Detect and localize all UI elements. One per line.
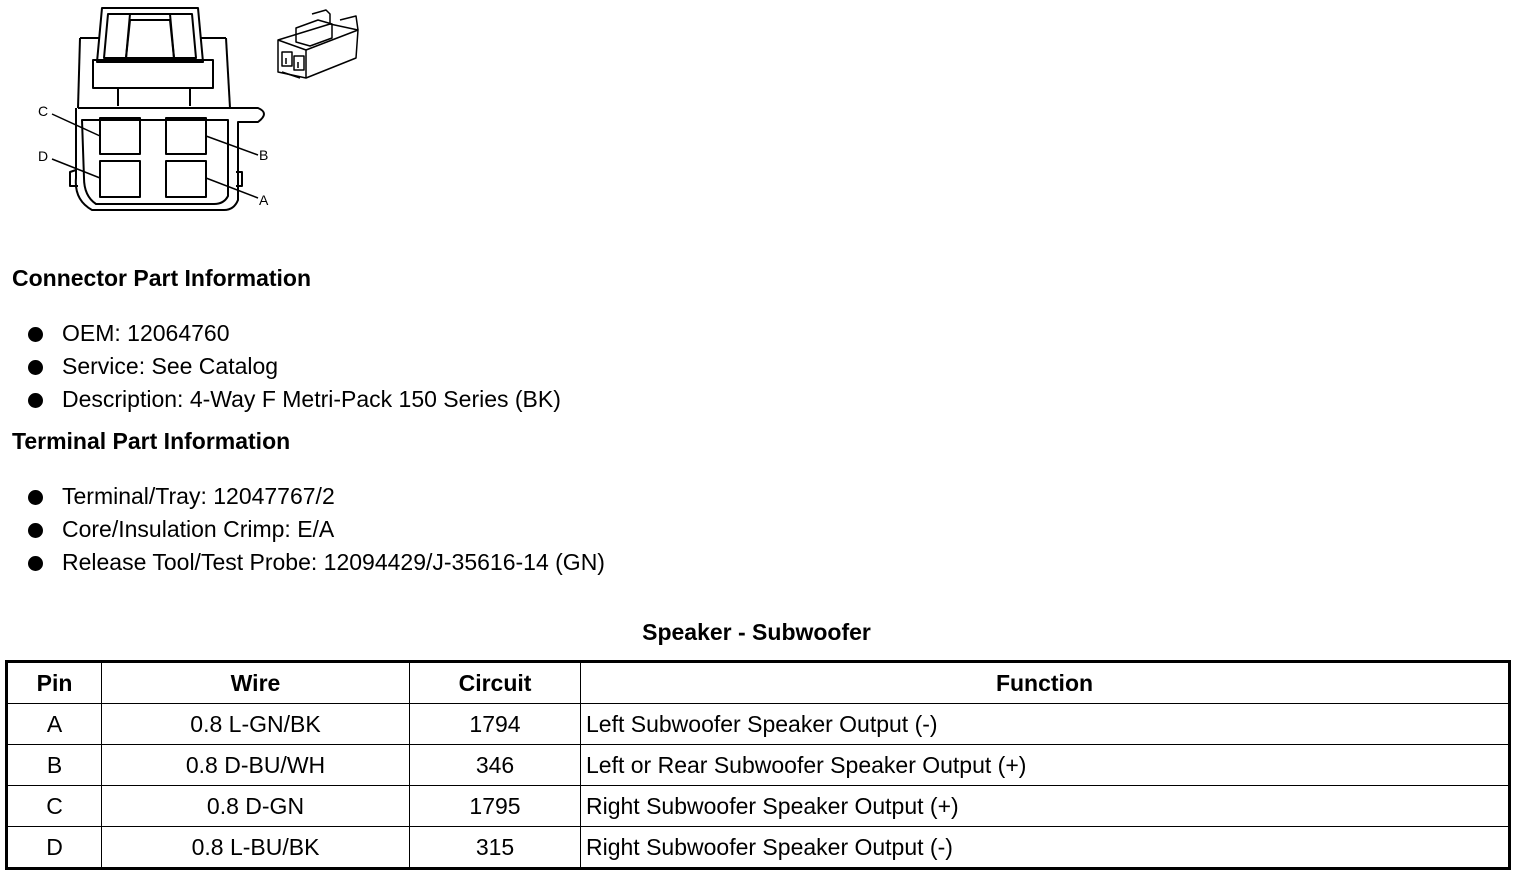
cell-wire: 0.8 L-BU/BK xyxy=(102,827,410,869)
list-item: OEM: 12064760 xyxy=(28,317,561,350)
list-item: Release Tool/Test Probe: 12094429/J-35616-14 (GN) xyxy=(28,546,605,579)
table-title: Speaker - Subwoofer xyxy=(642,619,871,645)
table-row xyxy=(7,745,1510,786)
terminal-info-title: Terminal Part Information xyxy=(12,428,291,454)
cell-pin: C xyxy=(7,786,102,827)
bullet-icon xyxy=(28,490,43,505)
table-row xyxy=(7,704,1510,745)
list-item: Service: See Catalog xyxy=(28,350,561,383)
table-row xyxy=(7,827,1510,869)
connector-info-title: Connector Part Information xyxy=(12,265,312,291)
header-wire: Wire xyxy=(102,662,410,704)
header-pin: Pin xyxy=(7,662,102,704)
cell-circuit: 1794 xyxy=(410,704,581,745)
bullet-icon xyxy=(28,327,43,342)
header-function: Function xyxy=(581,662,1510,704)
connector-info-list xyxy=(28,317,561,416)
bullet-icon xyxy=(28,360,43,375)
cell-function: Left or Rear Subwoofer Speaker Output (+) xyxy=(581,745,1510,786)
pin-label-d: D xyxy=(38,148,49,164)
cell-pin: D xyxy=(7,827,102,869)
table-header-row xyxy=(7,662,1510,704)
header-circuit: Circuit xyxy=(410,662,581,704)
cell-circuit: 315 xyxy=(410,827,581,869)
cell-circuit: 1795 xyxy=(410,786,581,827)
connector-isometric-view xyxy=(272,6,364,84)
list-item: Core/Insulation Crimp: E/A xyxy=(28,513,605,546)
connector-face-diagram xyxy=(30,0,280,220)
cell-wire: 0.8 L-GN/BK xyxy=(102,704,410,745)
pin-label-c: C xyxy=(38,103,49,119)
pin-label-a: A xyxy=(259,192,269,208)
bullet-icon xyxy=(28,523,43,538)
terminal-info-list xyxy=(28,480,605,579)
cell-pin: B xyxy=(7,745,102,786)
pin-label-b: B xyxy=(259,147,269,163)
list-item: Terminal/Tray: 12047767/2 xyxy=(28,480,605,513)
cell-function: Left Subwoofer Speaker Output (-) xyxy=(581,704,1510,745)
cell-circuit: 346 xyxy=(410,745,581,786)
cell-wire: 0.8 D-BU/WH xyxy=(102,745,410,786)
cell-function: Right Subwoofer Speaker Output (+) xyxy=(581,786,1510,827)
bullet-icon xyxy=(28,556,43,571)
bullet-icon xyxy=(28,393,43,408)
cell-pin: A xyxy=(7,704,102,745)
table-row xyxy=(7,786,1510,827)
cell-wire: 0.8 D-GN xyxy=(102,786,410,827)
pin-table xyxy=(5,660,1511,870)
list-item: Description: 4-Way F Metri-Pack 150 Series (BK) xyxy=(28,383,561,416)
cell-function: Right Subwoofer Speaker Output (-) xyxy=(581,827,1510,869)
